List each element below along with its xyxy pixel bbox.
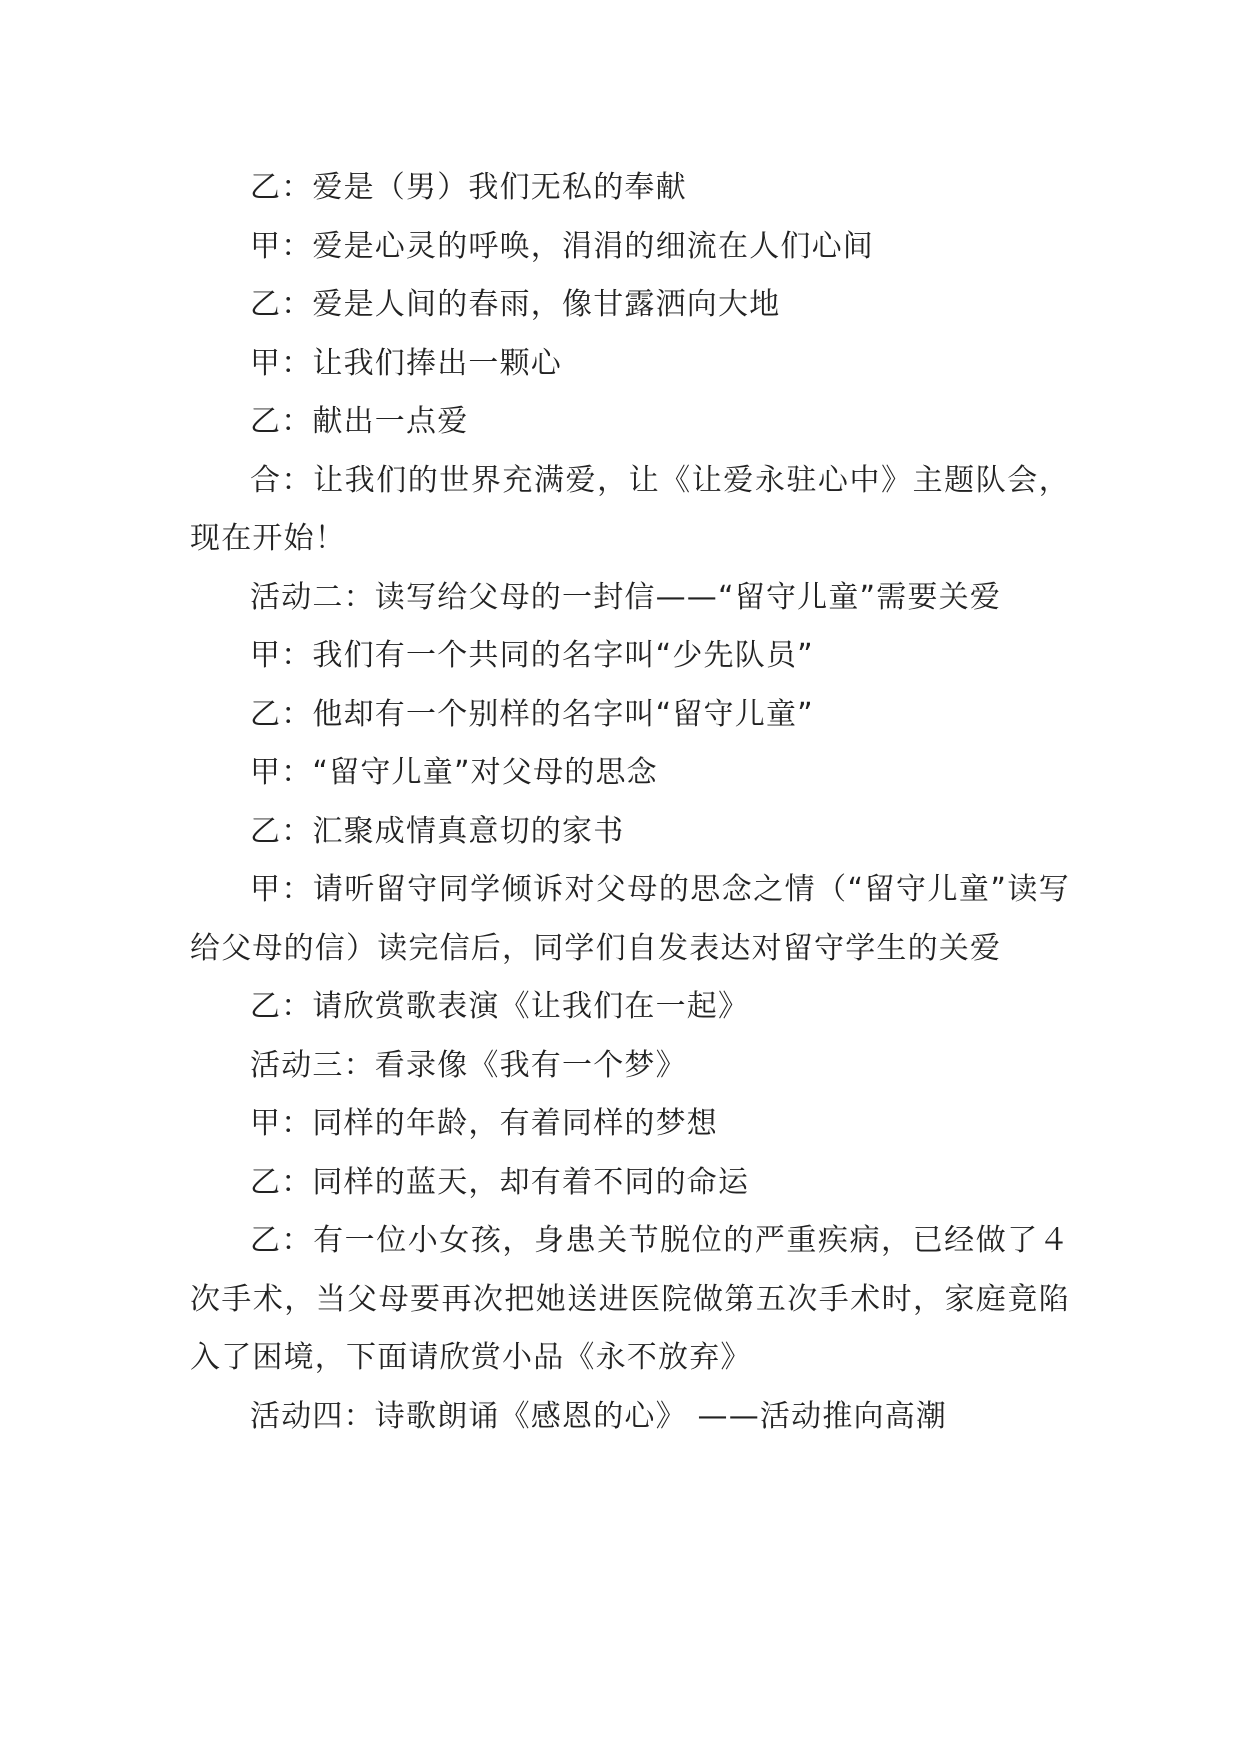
section-heading-activity-2: 活动二：读写给父母的一封信——“留守儿童”需要关爱 xyxy=(250,579,1002,615)
paragraph: 乙：同样的蓝天，却有着不同的命运 xyxy=(250,1164,750,1200)
paragraph: 甲：爱是心灵的呼唤，涓涓的细流在人们心间 xyxy=(250,228,874,264)
paragraph: 合：让我们的世界充满爱，让《让爱永驻心中》主题队会，现在开始！ xyxy=(190,462,1070,556)
section-heading-activity-3: 活动三：看录像《我有一个梦》 xyxy=(250,1047,687,1083)
paragraph: 甲：“留守儿童”对父母的思念 xyxy=(250,755,658,790)
paragraph: 乙：汇聚成情真意切的家书 xyxy=(250,813,625,849)
section-heading-activity-4: 活动四：诗歌朗诵《感恩的心》 ——活动推向高潮 xyxy=(250,1398,948,1434)
paragraph: 甲：让我们捧出一颗心 xyxy=(250,345,562,381)
paragraph: 甲：我们有一个共同的名字叫“少先队员” xyxy=(250,638,814,673)
paragraph: 乙：有一位小女孩，身患关节脱位的严重疾病，已经做了４次手术，当父母要再次把她送进医院做第五次手术时，家庭竟陷入了困境，下面请欣赏小品《永不放弃》 xyxy=(190,1223,1070,1375)
paragraph: 甲：请听留守同学倾诉对父母的思念之情（“留守儿童”读写给父母的信）读完信后，同学们自发表达对留守学生的关爱 xyxy=(190,872,1070,966)
paragraph: 乙：爱是人间的春雨，像甘露洒向大地 xyxy=(250,287,781,322)
document-body xyxy=(190,159,1070,1446)
paragraph: 乙：献出一点爱 xyxy=(250,404,469,439)
paragraph: 甲：同样的年龄，有着同样的梦想 xyxy=(250,1106,718,1141)
paragraph: 乙：他却有一个别样的名字叫“留守儿童” xyxy=(250,696,814,732)
paragraph: 乙：爱是（男）我们无私的奉献 xyxy=(250,170,687,205)
paragraph: 乙：请欣赏歌表演《让我们在一起》 xyxy=(250,989,750,1024)
